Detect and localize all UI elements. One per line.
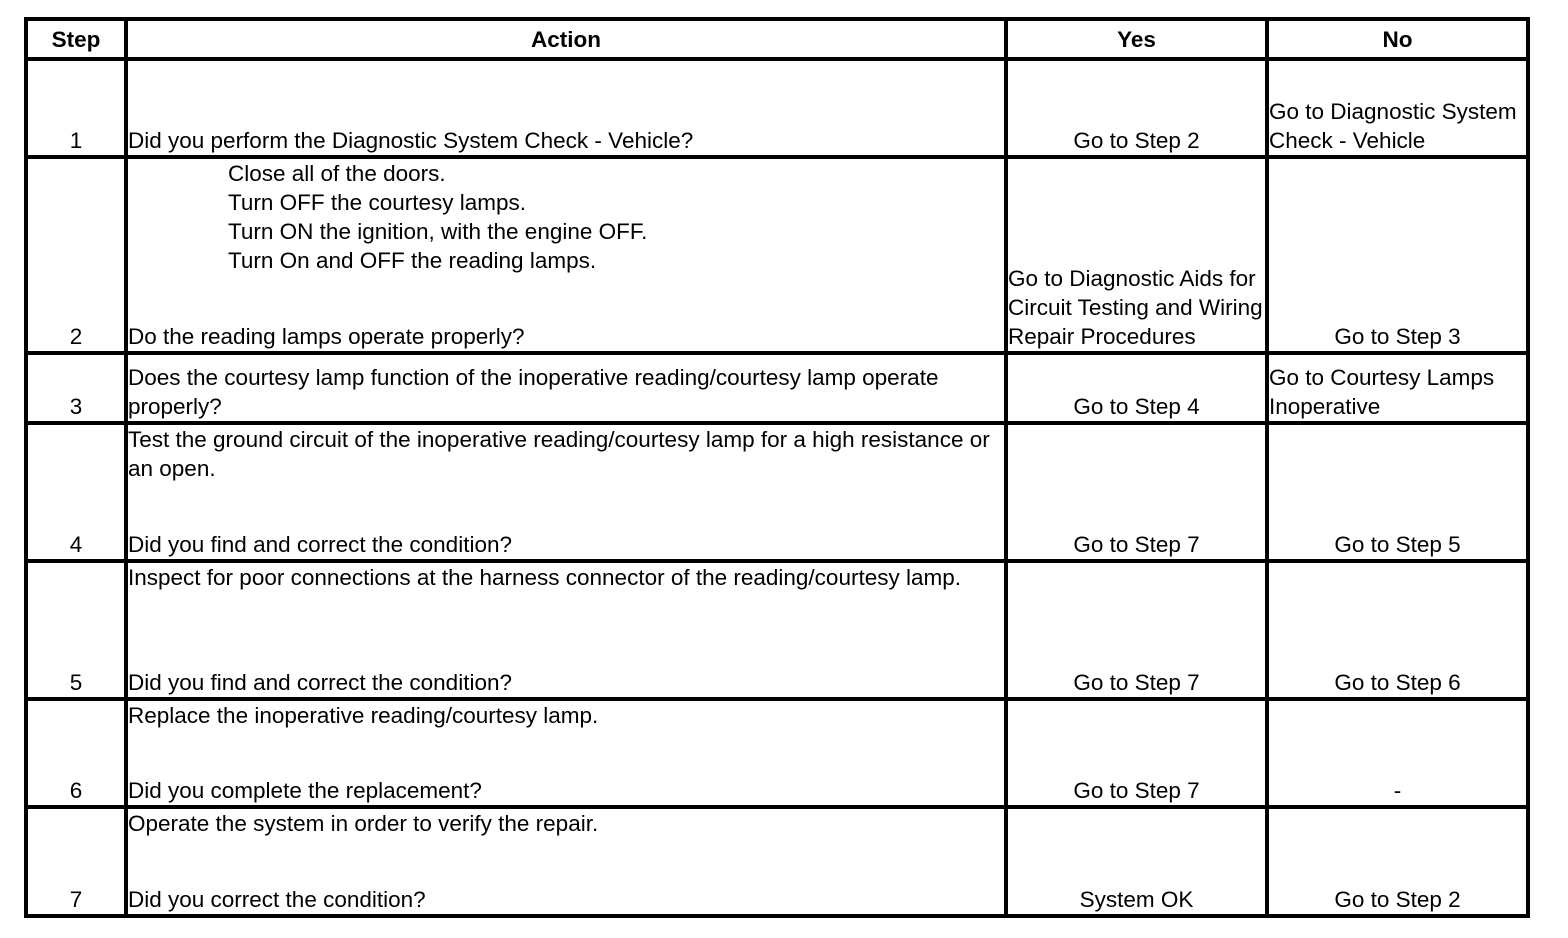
no-cell: Go to Diagnostic System Check - Vehicle [1267,59,1528,157]
instruction-item: Turn On and OFF the reading lamps. [228,248,597,273]
diagnostic-table [24,17,1530,918]
table-row-step-2 [26,157,1528,353]
header-yes: Yes [1006,19,1267,59]
step-number: 3 [26,353,126,423]
instruction-item: Close all of the doors. [228,161,446,186]
header-action: Action [126,19,1006,59]
action-cell [126,353,1006,423]
action-cell [126,699,1006,807]
action-text: Does the courtesy lamp function of the inoperative reading/courtesy lamp operate properly? [128,365,939,419]
header-no: No [1267,19,1528,59]
instruction-item: Turn ON the ignition, with the engine OFF. [228,219,648,244]
no-cell: Go to Step 2 [1267,807,1528,916]
step-number: 1 [26,59,126,157]
table-row-step-5 [26,561,1528,699]
yes-cell: Go to Step 7 [1006,561,1267,699]
step-number: 7 [26,807,126,916]
instruction-list [128,159,1004,275]
action-text: Did you perform the Diagnostic System Check - Vehicle? [128,128,694,153]
no-cell: Go to Courtesy Lamps Inoperative [1267,353,1528,423]
action-cell [126,423,1006,561]
yes-cell: System OK [1006,807,1267,916]
action-text: Operate the system in order to verify the repair. [128,811,599,836]
yes-cell: Go to Step 2 [1006,59,1267,157]
action-question: Did you correct the condition? [128,887,426,912]
action-question: Did you complete the replacement? [128,778,482,803]
no-cell: Go to Step 6 [1267,561,1528,699]
step-number: 4 [26,423,126,561]
action-cell [126,807,1006,916]
no-cell: Go to Step 5 [1267,423,1528,561]
action-question: Did you find and correct the condition? [128,670,512,695]
header-step: Step [26,19,126,59]
step-number: 5 [26,561,126,699]
yes-cell: Go to Step 7 [1006,423,1267,561]
step-number: 2 [26,157,126,353]
table-row-step-7 [26,807,1528,916]
action-text: Replace the inoperative reading/courtesy lamp. [128,703,599,728]
table-row-step-4 [26,423,1528,561]
no-cell: Go to Step 3 [1267,157,1528,353]
yes-cell: Go to Step 4 [1006,353,1267,423]
table-row-step-3 [26,353,1528,423]
action-question: Did you find and correct the condition? [128,532,512,557]
table-row-step-6 [26,699,1528,807]
action-cell [126,561,1006,699]
action-cell [126,59,1006,157]
action-cell [126,157,1006,353]
yes-cell: Go to Step 7 [1006,699,1267,807]
no-cell: - [1267,699,1528,807]
action-text: Test the ground circuit of the inoperative reading/courtesy lamp for a high resistance or an open. [128,427,990,481]
step-number: 6 [26,699,126,807]
header-row [26,19,1528,59]
action-text: Inspect for poor connections at the harness connector of the reading/courtesy lamp. [128,565,961,590]
table-row-step-1 [26,59,1528,157]
yes-cell: Go to Diagnostic Aids for Circuit Testing and Wiring Repair Procedures [1006,157,1267,353]
instruction-item: Turn OFF the courtesy lamps. [228,190,527,215]
action-question: Do the reading lamps operate properly? [128,324,525,349]
